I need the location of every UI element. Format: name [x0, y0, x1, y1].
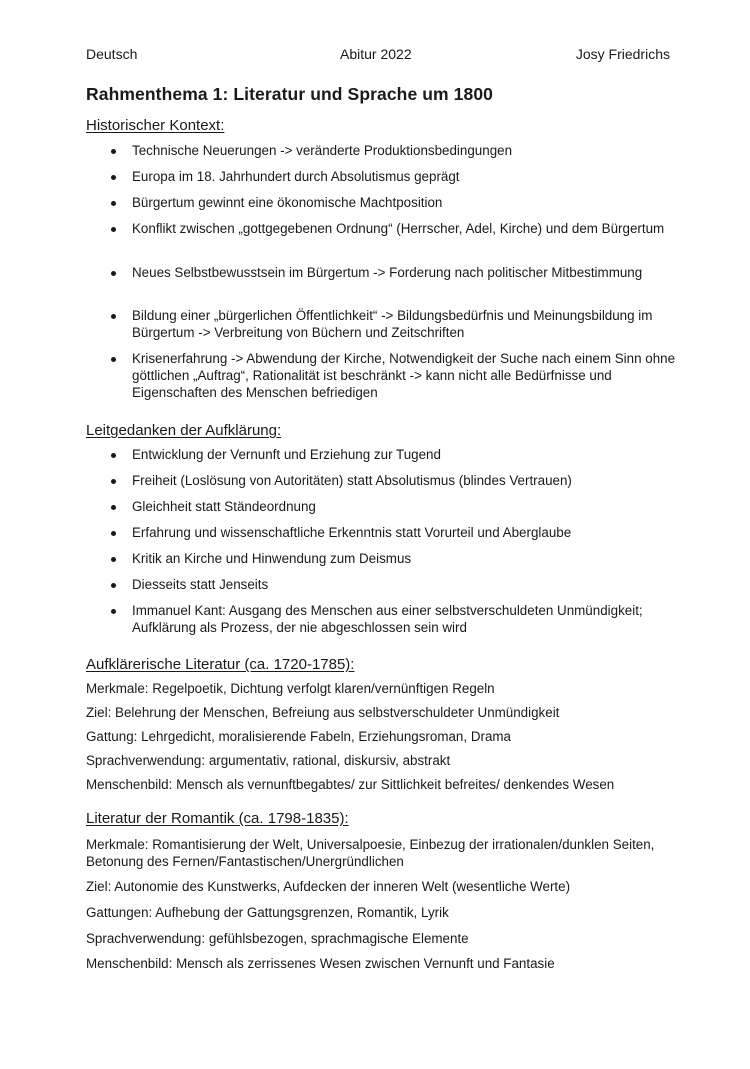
section-heading-leitgedanken: Leitgedanken der Aufklärung: [86, 422, 282, 439]
list-item: Neues Selbstbewusstsein im Bürgertum -> Forderung nach politischer Mitbestimmung [0, 264, 702, 281]
list-item: Gleichheit statt Ständeordnung [0, 498, 376, 515]
list-item: Immanuel Kant: Ausgang des Menschen aus einer selbstverschuldeten Unmündigkeit; Aufklärung als Prozess, der nie abgeschlossen sein wird [0, 602, 750, 636]
list-item: Bürgertum gewinnt eine ökonomische Machtposition [0, 194, 502, 211]
aufklaerung-merkmale: Merkmale: Regelpoetik, Dichtung verfolgt klaren/vernünftigen Regeln [86, 681, 495, 696]
bullet-icon [111, 557, 116, 562]
aufklaerung-sprachverwendung: Sprachverwendung: argumentativ, rational, diskursiv, abstrakt [86, 753, 451, 768]
list-item: Entwicklung der Vernunft und Erziehung zur Tugend [0, 446, 501, 463]
romantik-merkmale: Merkmale: Romantisierung der Welt, Universalpoesie, Einbezug der irrationalen/dunklen Seiten, Betonung des Fernen/Fantastischen/Unergründlichen [86, 837, 655, 869]
section-heading-aufklaerung-literatur: Aufklärerische Literatur (ca. 1720-1785): [86, 656, 355, 673]
header-exam: Abitur 2022 [340, 46, 412, 62]
aufklaerung-ziel: Ziel: Belehrung der Menschen, Befreiung aus selbstverschuldeter Unmündigkeit [86, 705, 560, 720]
bullet-icon [111, 609, 116, 614]
list-item: Freiheit (Loslösung von Autoritäten) statt Absolutismus (blindes Vertrauen) [0, 472, 632, 489]
romantik-menschenbild: Menschenbild: Mensch als zerrissenes Wesen zwischen Vernunft und Fantasie [86, 956, 555, 971]
section-heading-romantik-literatur: Literatur der Romantik (ca. 1798-1835): [86, 810, 349, 827]
bullet-icon [111, 314, 116, 319]
bullet-icon [111, 201, 116, 206]
romantik-ziel: Ziel: Autonomie des Kunstwerks, Aufdecken der inneren Welt (wesentliche Werte) [86, 879, 571, 894]
header-author: Josy Friedrichs [575, 46, 670, 62]
bullet-icon [111, 357, 116, 362]
bullet-icon [111, 175, 116, 180]
bullet-icon [111, 531, 116, 536]
list-item: Bildung einer „bürgerlichen Öffentlichkeit“ -> Bildungsbedürfnis und Meinungsbildung im Bürgertum -> Verbreitung von Büchern und Zeitschriften [0, 307, 750, 341]
list-item: Diesseits statt Jenseits [0, 576, 328, 593]
romantik-sprachverwendung: Sprachverwendung: gefühlsbezogen, sprachmagische Elemente [86, 931, 469, 946]
header-subject: Deutsch [86, 46, 138, 62]
bullet-icon [111, 583, 116, 588]
list-item: Erfahrung und wissenschaftliche Erkenntnis statt Vorurteil und Aberglaube [0, 524, 631, 541]
section-heading-historischer-kontext: Historischer Kontext: [86, 117, 225, 134]
bullet-icon [111, 271, 116, 276]
aufklaerung-menschenbild: Menschenbild: Mensch als vernunftbegabtes/ zur Sittlichkeit befreites/ denkendes Wesen [86, 777, 615, 792]
page-header [86, 46, 670, 64]
page-title: Rahmenthema 1: Literatur und Sprache um 1800 [86, 84, 494, 104]
list-item: Krisenerfahrung -> Abwendung der Kirche, Notwendigkeit der Suche nach einem Sinn ohne göttlichen „Auftrag“, Rationalität ist beschränkt -> kann nicht alle Bedürfnisse und Eigenschaften des Menschen befriedigen [0, 350, 750, 401]
bullet-icon [111, 505, 116, 510]
list-item: Europa im 18. Jahrhundert durch Absolutismus geprägt [0, 168, 520, 185]
aufklaerung-gattung: Gattung: Lehrgedicht, moralisierende Fabeln, Erziehungsroman, Drama [86, 729, 512, 744]
list-item: Technische Neuerungen -> veränderte Produktionsbedingungen [0, 142, 572, 159]
list-item: Konflikt zwischen „gottgegebenen Ordnung“ (Herrscher, Adel, Kirche) und dem Bürgertum [0, 220, 724, 237]
bullet-icon [111, 479, 116, 484]
romantik-gattungen: Gattungen: Aufhebung der Gattungsgrenzen, Romantik, Lyrik [86, 905, 449, 920]
bullet-icon [111, 453, 116, 458]
list-item: Kritik an Kirche und Hinwendung zum Deismus [0, 550, 471, 567]
bullet-icon [111, 227, 116, 232]
bullet-icon [111, 149, 116, 154]
